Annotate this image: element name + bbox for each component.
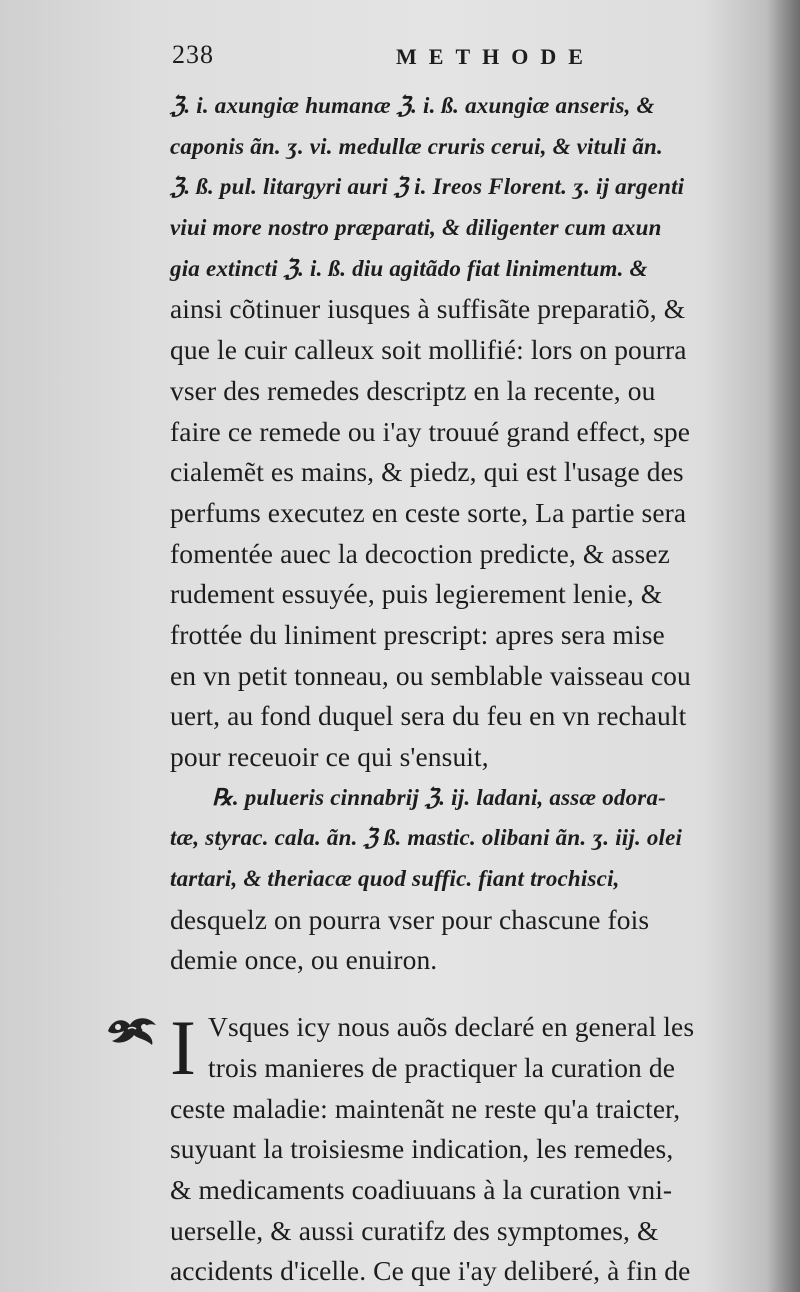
text-line: suyuant la troisiesme indication, les remedes, (170, 1133, 674, 1165)
fleuron-ornament-icon (104, 1009, 160, 1049)
text-line: cialemẽt es mains, & piedz, qui est l'usage des (170, 456, 684, 488)
text-line: rudement essuyée, puis legierement lenie, & (170, 578, 663, 610)
text-line: & medicaments coadiuuans à la curation vni- (170, 1173, 673, 1205)
text-line: tæ, styrac. cala. ãn. ℨ ß. mastic. olibani ãn. ʒ. iij. olei (170, 825, 683, 851)
text-line: fomentée auec la decoction predicte, & assez (170, 537, 670, 569)
text-line: trois manieres de practiquer la curation de (208, 1051, 676, 1083)
text-line: tartari, & theriacæ quod suffic. fiant trochisci, (170, 866, 620, 892)
body-text (170, 86, 770, 1292)
drop-cap: I (170, 1004, 196, 1092)
text-line: uert, au fond duquel sera du feu en vn rechault (170, 700, 687, 732)
text-line: ceste maladie: maintenãt ne reste qu'a traicter, (170, 1092, 681, 1124)
text-line: frottée du liniment prescript: apres sera mise (170, 618, 665, 650)
paragraph-gap (170, 981, 770, 1007)
text-line: desquelz on pourra vser pour chascune fois (170, 903, 650, 935)
text-line: faire ce remede ou i'ay trouué grand effect, spe (170, 415, 691, 447)
text-line: pour receuoir ce qui s'ensuit, (170, 741, 489, 772)
text-line: ℞. pulueris cinnabrij ℨ. ij. ladani, assæ odora- (212, 784, 667, 810)
text-line: vser des remedes descriptz en la recente, ou (170, 374, 656, 406)
text-line: demie once, ou enuiron. (170, 944, 438, 976)
page-header (168, 36, 768, 80)
text-line: viui more nostro præparati, & diligenter cum axun (170, 215, 662, 241)
paragraph-main (170, 1004, 770, 1292)
text-line: accidents d'icelle. Ce que i'ay deliberé, à fin de (170, 1255, 691, 1287)
page-number: 238 (172, 40, 214, 69)
text-line: que le cuir calleux soit mollifié: lors on pourra (170, 334, 687, 366)
text-line: perfums executez en ceste sorte, La partie sera (170, 496, 687, 528)
text-line: ℨ. i. axungiæ humanæ ℨ. i. ß. axungiæ anseris, & (170, 93, 655, 118)
text-line: ainsi cõtinuer iusques à suffisãte preparatiõ, & (170, 293, 686, 325)
text-line: gia extincti ℨ. i. ß. diu agitãdo fiat linimentum. & (170, 255, 648, 281)
running-head: METHODE (396, 44, 595, 69)
text-line: Vsques icy nous auõs declaré en general les (208, 1011, 695, 1043)
paragraph-recipe (170, 86, 770, 981)
page-edge-shadow (766, 0, 800, 1292)
text-line: en vn petit tonneau, ou semblable vaisseau cou (170, 659, 691, 691)
text-line: caponis ãn. ʒ. vi. medullæ cruris cerui, & vituli ãn. (170, 133, 663, 159)
text-line: ℨ. ß. pul. litargyri auri ℨ i. Ireos Florent. ʒ. ij argenti (170, 174, 685, 200)
text-line: uerselle, & aussi curatifz des symptomes, & (170, 1214, 659, 1246)
